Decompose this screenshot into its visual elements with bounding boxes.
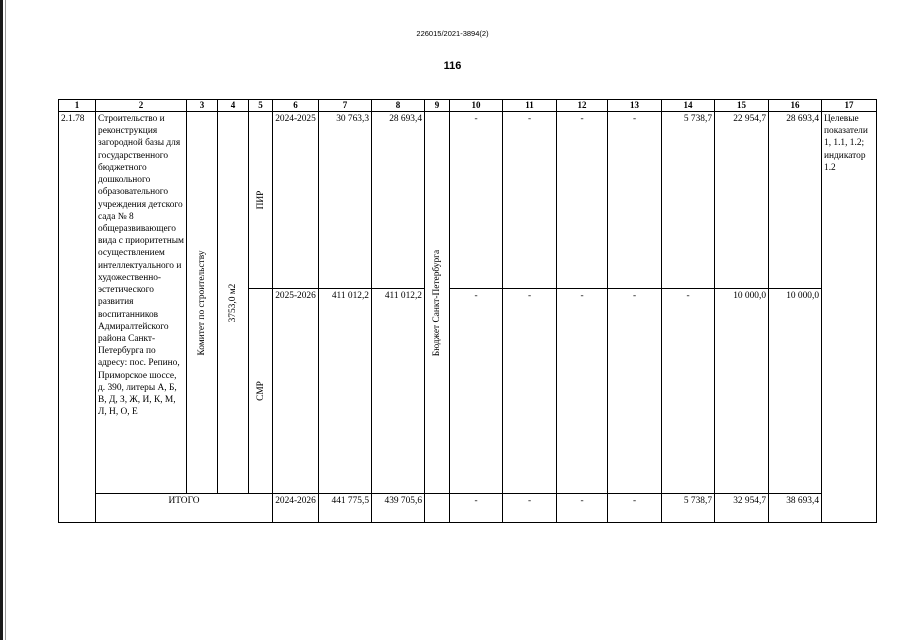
page-number: 116 bbox=[443, 60, 462, 72]
header-cell: 11 bbox=[503, 100, 557, 112]
total-label: ИТОГО bbox=[96, 494, 273, 523]
target-indicators: Целевые показатели 1, 1.1, 1.2; индикатор 1.2 bbox=[822, 112, 877, 523]
header-cell: 5 bbox=[249, 100, 273, 112]
value-cell: 28 693,4 bbox=[769, 112, 822, 289]
period-cell: 2024-2026 bbox=[273, 494, 319, 523]
value-cell: 38 693,4 bbox=[769, 494, 822, 523]
header-cell: 2 bbox=[96, 100, 187, 112]
value-cell: - bbox=[662, 289, 715, 494]
header-cell: 15 bbox=[715, 100, 769, 112]
customer-text: Комитет по строительству bbox=[196, 249, 207, 356]
value-cell: - bbox=[503, 494, 557, 523]
capacity-cell bbox=[218, 112, 249, 494]
value-cell: 5 738,7 bbox=[662, 112, 715, 289]
source-text: Бюджет Санкт-Петербурга bbox=[431, 249, 442, 356]
value-cell: 22 954,7 bbox=[715, 112, 769, 289]
header-cell: 8 bbox=[372, 100, 425, 112]
value-cell: 28 693,4 bbox=[372, 112, 425, 289]
value-cell: 10 000,0 bbox=[715, 289, 769, 494]
value-cell: 32 954,7 bbox=[715, 494, 769, 523]
document-id: 226015/2021-3894(2) bbox=[416, 29, 489, 38]
empty-cell bbox=[425, 494, 450, 523]
header-cell: 16 bbox=[769, 100, 822, 112]
header-row bbox=[59, 100, 877, 112]
source-cell bbox=[425, 112, 450, 494]
capacity-text: 3753,0 м2 bbox=[227, 283, 238, 322]
value-cell: - bbox=[450, 112, 503, 289]
value-cell: - bbox=[503, 289, 557, 494]
value-cell: - bbox=[503, 112, 557, 289]
customer-cell bbox=[187, 112, 218, 494]
value-cell: - bbox=[557, 112, 608, 289]
row-number: 2.1.78 bbox=[59, 112, 96, 523]
value-cell: - bbox=[608, 112, 662, 289]
header-cell: 9 bbox=[425, 100, 450, 112]
value-cell: - bbox=[450, 494, 503, 523]
value-cell: - bbox=[557, 494, 608, 523]
value-cell: - bbox=[608, 289, 662, 494]
scan-edge-line bbox=[5, 0, 6, 640]
stage-text: СМР bbox=[255, 381, 266, 401]
value-cell: - bbox=[608, 494, 662, 523]
scan-edge bbox=[0, 0, 3, 640]
header-cell: 4 bbox=[218, 100, 249, 112]
header-cell: 1 bbox=[59, 100, 96, 112]
period-cell: 2024-2025 bbox=[273, 112, 319, 289]
stage-cell bbox=[249, 112, 273, 289]
value-cell: - bbox=[557, 289, 608, 494]
header-cell: 14 bbox=[662, 100, 715, 112]
value-cell: - bbox=[450, 289, 503, 494]
budget-table bbox=[58, 99, 877, 523]
object-name: Строительство и реконструкция загородной базы для государственного бюджетного дошкольного образовательного учреждения детского сада № 8 общеразвивающего вида с приоритетным осуществлением интеллектуального и художественно-эстетического развития воспитанников Адмиралтейского района Санкт-Петербурга по адресу: пос. Репино, Приморское шоссе, д. 390, литеры А, Б, В, Д, З, Ж, И, К, М, Л, Н, О, Е bbox=[96, 112, 187, 494]
table-row-pir bbox=[59, 112, 877, 289]
value-cell: 411 012,2 bbox=[372, 289, 425, 494]
header-cell: 3 bbox=[187, 100, 218, 112]
value-cell: 439 705,6 bbox=[372, 494, 425, 523]
table-row-total bbox=[59, 494, 877, 523]
stage-text: ПИР bbox=[255, 190, 266, 210]
value-cell: 10 000,0 bbox=[769, 289, 822, 494]
header-cell: 12 bbox=[557, 100, 608, 112]
stage-cell bbox=[249, 289, 273, 494]
header-cell: 17 bbox=[822, 100, 877, 112]
header-cell: 7 bbox=[319, 100, 372, 112]
period-cell: 2025-2026 bbox=[273, 289, 319, 494]
header-cell: 10 bbox=[450, 100, 503, 112]
value-cell: 30 763,3 bbox=[319, 112, 372, 289]
value-cell: 5 738,7 bbox=[662, 494, 715, 523]
value-cell: 441 775,5 bbox=[319, 494, 372, 523]
header-cell: 6 bbox=[273, 100, 319, 112]
header-cell: 13 bbox=[608, 100, 662, 112]
value-cell: 411 012,2 bbox=[319, 289, 372, 494]
